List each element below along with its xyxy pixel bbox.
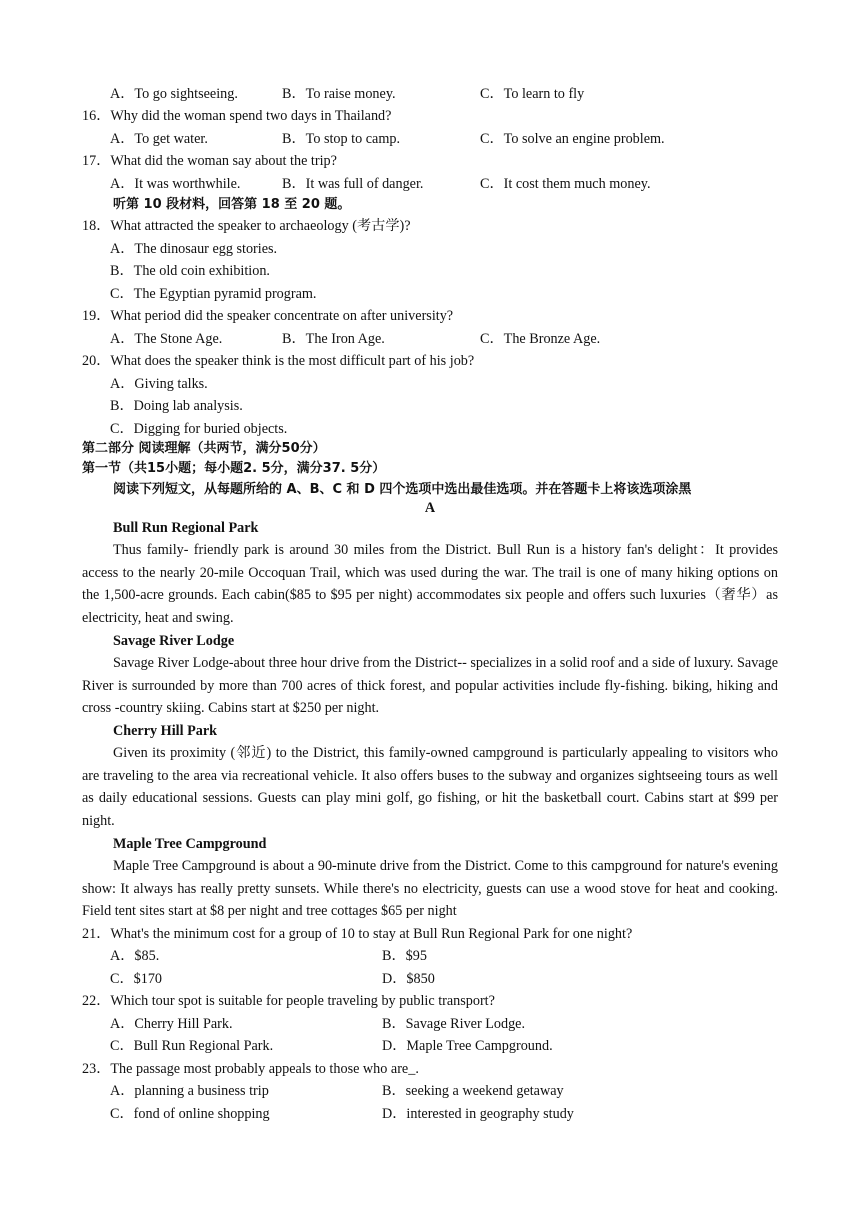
instruction: 阅读下列短文，从每题所给的 A、B、C 和 D 四个选项中选出最佳选项。并在答题卡上将该选项涂黑 — [113, 482, 692, 497]
q15-option-a: A．To go sightseeing. — [110, 86, 238, 102]
q22-stem: 22．Which tour spot is suitable for people traveling by public transport? — [82, 993, 495, 1009]
q18-option-b: B．The old coin exhibition. — [110, 263, 270, 279]
q21-option-d: D．$850 — [382, 971, 435, 987]
q19-options — [110, 330, 778, 348]
q15-options — [110, 85, 778, 103]
q22-option-c: C．Bull Run Regional Park. — [110, 1038, 274, 1054]
q17-options — [110, 175, 778, 193]
q21-option-b: B．$95 — [382, 948, 427, 964]
park-description: Thus family- friendly park is around 30 miles from the District. Bull Run is a history fan's delight：It provides access to the nearly 20-mile Occoquan Trail, which was used during the war. The trail is one of many hiking options on the 1,500-acre grounds. Each cabin($85 to $95 per night) accommodates six people and offers such luxuries（奢华）as electricity, heat and swing. — [82, 542, 778, 626]
q21-options-row1 — [110, 947, 778, 965]
q22-options-row1 — [110, 1015, 778, 1033]
park-heading: Bull Run Regional Park — [113, 520, 259, 536]
q19-stem: 19．What period did the speaker concentrate on after university? — [82, 308, 454, 324]
part-title: 第二部分 阅读理解（共两节，满分50分） — [82, 441, 326, 456]
q17-stem: 17．What did the woman say about the trip? — [82, 153, 337, 169]
park-heading: Savage River Lodge — [113, 633, 235, 649]
q21-option-c: C．$170 — [110, 971, 163, 987]
q15-option-b: B．To raise money. — [282, 86, 396, 102]
q16-option-a: A．To get water. — [110, 131, 208, 147]
q23-option-b: B．seeking a weekend getaway — [382, 1083, 564, 1099]
q23-option-c: C．fond of online shopping — [110, 1106, 270, 1122]
q23-option-d: D．interested in geography study — [382, 1106, 574, 1122]
park-description: Maple Tree Campground is about a 90-minute drive from the District. Come to this campground for nature's evening show: It always has really pretty sunsets. While there's no electricity, guests can use a wood stove for heat and cooking. Field tent sites start at $8 per night and tree cottages $65 per night — [82, 858, 778, 920]
q21-stem: 21．What's the minimum cost for a group of 10 to stay at Bull Run Regional Park for one night? — [82, 926, 633, 942]
q15-option-c: C．To learn to fly — [480, 86, 585, 102]
q16-options — [110, 130, 778, 148]
q17-option-b: B．It was full of danger. — [282, 176, 424, 192]
q22-option-b: B．Savage River Lodge. — [382, 1016, 526, 1032]
q21-option-a: A．$85. — [110, 948, 160, 964]
q23-option-a: A．planning a business trip — [110, 1083, 269, 1099]
q23-options-row2 — [110, 1105, 778, 1123]
q16-option-b: B．To stop to camp. — [282, 131, 401, 147]
q22-option-d: D．Maple Tree Campground. — [382, 1038, 553, 1054]
park-description: Given its proximity (邻近) to the District, this family-owned campground is particularly appealing to visitors who are traveling to the area via recreational vehicle. It also offers buses to the subway and organizes sightseeing tours as well as daily educational sessions. Guests can play mini golf, go fishing, or hit the basketball court. Cabins start at $99 per night. — [82, 745, 778, 829]
q20-option-b: B．Doing lab analysis. — [110, 398, 243, 414]
passage-label: A — [424, 500, 436, 516]
section-title: 第一节（共15小题；每小题2. 5分，满分37. 5分） — [82, 461, 386, 476]
park-heading: Maple Tree Campground — [113, 836, 267, 852]
q19-option-b: B．The Iron Age. — [282, 331, 385, 347]
q16-stem: 16．Why did the woman spend two days in Thailand? — [82, 108, 392, 124]
section10-heading: 听第 10 段材料，回答第 18 至 20 题。 — [113, 197, 351, 212]
q22-options-row2 — [110, 1037, 778, 1055]
q16-option-c: C．To solve an engine problem. — [480, 131, 665, 147]
q23-stem: 23．The passage most probably appeals to those who are_. — [82, 1061, 419, 1077]
q18-stem: 18．What attracted the speaker to archaeology (考古学)? — [82, 218, 411, 234]
q17-option-a: A．It was worthwhile. — [110, 176, 241, 192]
q20-stem: 20．What does the speaker think is the most difficult part of his job? — [82, 353, 475, 369]
q19-option-c: C．The Bronze Age. — [480, 331, 601, 347]
q21-options-row2 — [110, 970, 778, 988]
q18-option-c: C．The Egyptian pyramid program. — [110, 286, 317, 302]
q22-option-a: A．Cherry Hill Park. — [110, 1016, 233, 1032]
q20-option-a: A．Giving talks. — [110, 376, 208, 392]
q20-option-c: C．Digging for buried objects. — [110, 421, 288, 437]
q19-option-a: A．The Stone Age. — [110, 331, 223, 347]
q23-options-row1 — [110, 1082, 778, 1100]
park-heading: Cherry Hill Park — [113, 723, 218, 739]
q17-option-c: C．It cost them much money. — [480, 176, 651, 192]
q18-option-a: A．The dinosaur egg stories. — [110, 241, 278, 257]
park-description: Savage River Lodge-about three hour drive from the District-- specializes in a solid roof and a side of luxury. Savage River is surrounded by more than 700 acres of thick forest, and popular activities include fly-fishing. biking, hiking and cross -country skiing. Cabins start at $250 per night. — [82, 655, 778, 717]
